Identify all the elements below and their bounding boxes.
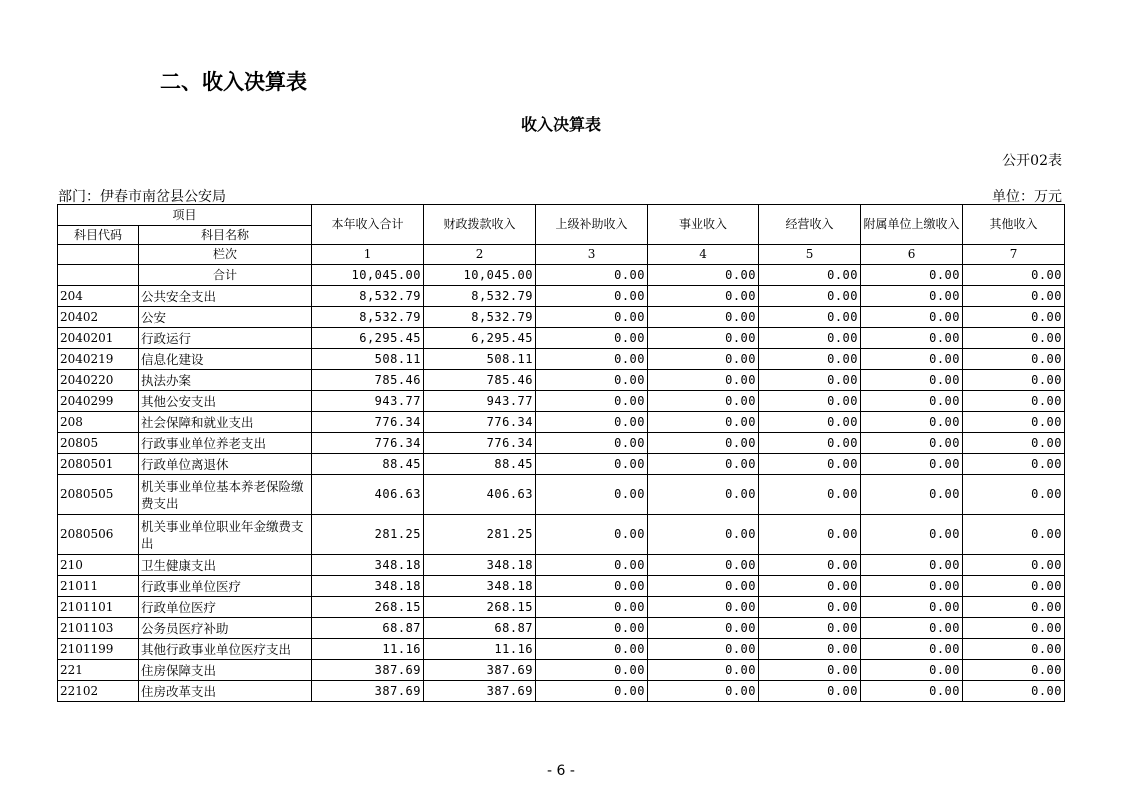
amount-cell: 0.00 <box>963 555 1065 576</box>
amount-cell: 8,532.79 <box>312 307 424 328</box>
amount-cell: 8,532.79 <box>424 307 536 328</box>
amount-cell: 0.00 <box>963 597 1065 618</box>
amount-cell: 776.34 <box>424 433 536 454</box>
amount-cell: 0.00 <box>861 391 963 412</box>
unit-label: 单位：万元 <box>992 189 1062 205</box>
amount-cell: 0.00 <box>536 328 648 349</box>
amount-cell: 0.00 <box>759 639 861 660</box>
amount-cell: 0.00 <box>759 597 861 618</box>
amount-cell: 0.00 <box>536 286 648 307</box>
amount-cell: 0.00 <box>861 555 963 576</box>
header-col-6: 附属单位上缴收入 <box>861 205 963 245</box>
amount-cell: 0.00 <box>648 307 759 328</box>
amount-cell: 0.00 <box>648 555 759 576</box>
amount-cell: 0.00 <box>759 555 861 576</box>
blank-cell <box>58 245 139 265</box>
amount-cell: 348.18 <box>312 576 424 597</box>
table-row <box>58 597 1065 618</box>
header-col-7: 其他收入 <box>963 205 1065 245</box>
col-number: 6 <box>861 245 963 265</box>
subject-code: 2040219 <box>58 349 139 370</box>
header-col-4: 事业收入 <box>648 205 759 245</box>
amount-cell: 508.11 <box>312 349 424 370</box>
amount-cell: 0.00 <box>759 328 861 349</box>
amount-cell: 776.34 <box>424 412 536 433</box>
amount-cell: 0.00 <box>963 454 1065 475</box>
amount-cell: 0.00 <box>759 370 861 391</box>
amount-cell: 0.00 <box>759 412 861 433</box>
subject-code: 208 <box>58 412 139 433</box>
amount-cell: 0.00 <box>648 681 759 702</box>
amount-cell: 0.00 <box>861 618 963 639</box>
amount-cell: 0.00 <box>759 660 861 681</box>
table-row <box>58 328 1065 349</box>
subject-name: 住房改革支出 <box>139 681 312 702</box>
blank-cell <box>58 265 139 286</box>
total-row <box>58 265 1065 286</box>
amount-cell: 281.25 <box>424 515 536 555</box>
subject-name: 公共安全支出 <box>139 286 312 307</box>
amount-cell: 0.00 <box>963 515 1065 555</box>
amount-cell: 0.00 <box>648 433 759 454</box>
subject-code: 2101199 <box>58 639 139 660</box>
total-value: 0.00 <box>759 265 861 286</box>
amount-cell: 0.00 <box>648 328 759 349</box>
amount-cell: 0.00 <box>861 515 963 555</box>
amount-cell: 0.00 <box>759 391 861 412</box>
amount-cell: 0.00 <box>861 660 963 681</box>
amount-cell: 6,295.45 <box>424 328 536 349</box>
amount-cell: 0.00 <box>759 433 861 454</box>
amount-cell: 0.00 <box>759 454 861 475</box>
amount-cell: 0.00 <box>759 349 861 370</box>
amount-cell: 0.00 <box>759 681 861 702</box>
subject-code: 2040299 <box>58 391 139 412</box>
amount-cell: 0.00 <box>963 328 1065 349</box>
table-row <box>58 454 1065 475</box>
amount-cell: 11.16 <box>312 639 424 660</box>
header-col-2: 财政拨款收入 <box>424 205 536 245</box>
amount-cell: 0.00 <box>963 286 1065 307</box>
total-value: 0.00 <box>963 265 1065 286</box>
amount-cell: 0.00 <box>963 576 1065 597</box>
amount-cell: 281.25 <box>312 515 424 555</box>
amount-cell: 0.00 <box>861 576 963 597</box>
col-number: 3 <box>536 245 648 265</box>
table-row <box>58 433 1065 454</box>
amount-cell: 0.00 <box>963 618 1065 639</box>
income-table <box>57 204 1065 702</box>
amount-cell: 348.18 <box>312 555 424 576</box>
amount-cell: 785.46 <box>312 370 424 391</box>
amount-cell: 0.00 <box>648 412 759 433</box>
amount-cell: 0.00 <box>648 576 759 597</box>
col-index-label: 栏次 <box>139 245 312 265</box>
amount-cell: 0.00 <box>648 597 759 618</box>
amount-cell: 776.34 <box>312 412 424 433</box>
amount-cell: 0.00 <box>648 454 759 475</box>
amount-cell: 0.00 <box>536 454 648 475</box>
col-number: 4 <box>648 245 759 265</box>
subject-code: 2040201 <box>58 328 139 349</box>
amount-cell: 0.00 <box>759 618 861 639</box>
amount-cell: 0.00 <box>861 639 963 660</box>
total-value: 0.00 <box>536 265 648 286</box>
subject-name: 卫生健康支出 <box>139 555 312 576</box>
header-col-1: 本年收入合计 <box>312 205 424 245</box>
amount-cell: 8,532.79 <box>424 286 536 307</box>
amount-cell: 776.34 <box>312 433 424 454</box>
amount-cell: 0.00 <box>963 433 1065 454</box>
amount-cell: 0.00 <box>536 515 648 555</box>
amount-cell: 0.00 <box>536 307 648 328</box>
amount-cell: 0.00 <box>536 660 648 681</box>
amount-cell: 0.00 <box>963 349 1065 370</box>
header-col-5: 经营收入 <box>759 205 861 245</box>
col-number: 7 <box>963 245 1065 265</box>
amount-cell: 8,532.79 <box>312 286 424 307</box>
subject-code: 21011 <box>58 576 139 597</box>
amount-cell: 68.87 <box>424 618 536 639</box>
subject-name: 其他公安支出 <box>139 391 312 412</box>
subject-code: 204 <box>58 286 139 307</box>
total-value: 10,045.00 <box>312 265 424 286</box>
header-col-3: 上级补助收入 <box>536 205 648 245</box>
table-row <box>58 660 1065 681</box>
subject-name: 行政事业单位医疗 <box>139 576 312 597</box>
subject-code: 20402 <box>58 307 139 328</box>
amount-cell: 348.18 <box>424 576 536 597</box>
subject-name: 行政运行 <box>139 328 312 349</box>
amount-cell: 0.00 <box>861 433 963 454</box>
section-title: 二、收入决算表 <box>160 70 307 94</box>
amount-cell: 0.00 <box>536 639 648 660</box>
amount-cell: 0.00 <box>759 576 861 597</box>
subject-name: 行政单位医疗 <box>139 597 312 618</box>
subject-code: 2040220 <box>58 370 139 391</box>
amount-cell: 0.00 <box>536 349 648 370</box>
col-number: 2 <box>424 245 536 265</box>
subject-name: 执法办案 <box>139 370 312 391</box>
amount-cell: 88.45 <box>312 454 424 475</box>
subject-name: 行政事业单位养老支出 <box>139 433 312 454</box>
amount-cell: 0.00 <box>861 597 963 618</box>
col-number: 1 <box>312 245 424 265</box>
subject-code: 2080501 <box>58 454 139 475</box>
subject-name: 行政单位离退休 <box>139 454 312 475</box>
subject-code: 210 <box>58 555 139 576</box>
table-row <box>58 681 1065 702</box>
table-row <box>58 391 1065 412</box>
amount-cell: 0.00 <box>963 681 1065 702</box>
amount-cell: 0.00 <box>536 370 648 391</box>
table-row <box>58 349 1065 370</box>
amount-cell: 0.00 <box>648 391 759 412</box>
header-name: 科目名称 <box>139 226 312 245</box>
total-label: 合计 <box>139 265 312 286</box>
header-code: 科目代码 <box>58 226 139 245</box>
amount-cell: 0.00 <box>648 639 759 660</box>
amount-cell: 387.69 <box>424 660 536 681</box>
amount-cell: 0.00 <box>861 681 963 702</box>
amount-cell: 0.00 <box>861 286 963 307</box>
amount-cell: 0.00 <box>759 286 861 307</box>
table-row <box>58 370 1065 391</box>
amount-cell: 508.11 <box>424 349 536 370</box>
amount-cell: 6,295.45 <box>312 328 424 349</box>
amount-cell: 88.45 <box>424 454 536 475</box>
amount-cell: 0.00 <box>536 555 648 576</box>
amount-cell: 0.00 <box>536 681 648 702</box>
header-item: 项目 <box>58 205 312 226</box>
department-label: 部门：伊春市南岔县公安局 <box>58 189 226 205</box>
amount-cell: 0.00 <box>536 576 648 597</box>
subject-code: 22102 <box>58 681 139 702</box>
total-value: 10,045.00 <box>424 265 536 286</box>
table-row <box>58 555 1065 576</box>
table-row <box>58 412 1065 433</box>
amount-cell: 0.00 <box>963 412 1065 433</box>
amount-cell: 943.77 <box>424 391 536 412</box>
amount-cell: 0.00 <box>861 475 963 515</box>
amount-cell: 268.15 <box>424 597 536 618</box>
amount-cell: 0.00 <box>648 475 759 515</box>
amount-cell: 0.00 <box>861 454 963 475</box>
amount-cell: 785.46 <box>424 370 536 391</box>
subject-name: 机关事业单位职业年金缴费支出 <box>139 515 312 555</box>
amount-cell: 0.00 <box>861 349 963 370</box>
subject-name: 住房保障支出 <box>139 660 312 681</box>
subject-name: 公务员医疗补助 <box>139 618 312 639</box>
amount-cell: 0.00 <box>648 286 759 307</box>
amount-cell: 0.00 <box>648 618 759 639</box>
table-title: 收入决算表 <box>520 115 601 134</box>
table-row <box>58 639 1065 660</box>
table-row <box>58 515 1065 555</box>
subject-name: 机关事业单位基本养老保险缴费支出 <box>139 475 312 515</box>
amount-cell: 0.00 <box>963 307 1065 328</box>
col-number: 5 <box>759 245 861 265</box>
amount-cell: 68.87 <box>312 618 424 639</box>
subject-code: 2080505 <box>58 475 139 515</box>
amount-cell: 0.00 <box>648 515 759 555</box>
subject-code: 221 <box>58 660 139 681</box>
amount-cell: 943.77 <box>312 391 424 412</box>
amount-cell: 0.00 <box>536 433 648 454</box>
amount-cell: 0.00 <box>648 660 759 681</box>
amount-cell: 0.00 <box>536 475 648 515</box>
subject-name: 其他行政事业单位医疗支出 <box>139 639 312 660</box>
amount-cell: 387.69 <box>424 681 536 702</box>
amount-cell: 406.63 <box>312 475 424 515</box>
amount-cell: 0.00 <box>963 639 1065 660</box>
amount-cell: 348.18 <box>424 555 536 576</box>
amount-cell: 0.00 <box>963 475 1065 515</box>
amount-cell: 0.00 <box>861 370 963 391</box>
amount-cell: 0.00 <box>861 307 963 328</box>
amount-cell: 0.00 <box>536 597 648 618</box>
amount-cell: 0.00 <box>861 412 963 433</box>
table-row <box>58 475 1065 515</box>
amount-cell: 0.00 <box>536 391 648 412</box>
amount-cell: 0.00 <box>861 328 963 349</box>
table-row <box>58 286 1065 307</box>
amount-cell: 11.16 <box>424 639 536 660</box>
total-value: 0.00 <box>861 265 963 286</box>
amount-cell: 0.00 <box>536 618 648 639</box>
amount-cell: 387.69 <box>312 681 424 702</box>
subject-name: 社会保障和就业支出 <box>139 412 312 433</box>
amount-cell: 0.00 <box>963 370 1065 391</box>
amount-cell: 268.15 <box>312 597 424 618</box>
amount-cell: 0.00 <box>759 515 861 555</box>
table-row <box>58 307 1065 328</box>
amount-cell: 0.00 <box>759 307 861 328</box>
amount-cell: 0.00 <box>648 370 759 391</box>
subject-code: 2101101 <box>58 597 139 618</box>
page-number: - 6 - <box>547 763 575 779</box>
table-row <box>58 576 1065 597</box>
total-value: 0.00 <box>648 265 759 286</box>
table-row <box>58 618 1065 639</box>
amount-cell: 0.00 <box>648 349 759 370</box>
amount-cell: 406.63 <box>424 475 536 515</box>
amount-cell: 0.00 <box>963 660 1065 681</box>
subject-name: 信息化建设 <box>139 349 312 370</box>
amount-cell: 0.00 <box>759 475 861 515</box>
amount-cell: 0.00 <box>963 391 1065 412</box>
amount-cell: 387.69 <box>312 660 424 681</box>
subject-code: 2101103 <box>58 618 139 639</box>
form-code: 公开02表 <box>1002 153 1062 169</box>
subject-name: 公安 <box>139 307 312 328</box>
subject-code: 20805 <box>58 433 139 454</box>
subject-code: 2080506 <box>58 515 139 555</box>
amount-cell: 0.00 <box>536 412 648 433</box>
